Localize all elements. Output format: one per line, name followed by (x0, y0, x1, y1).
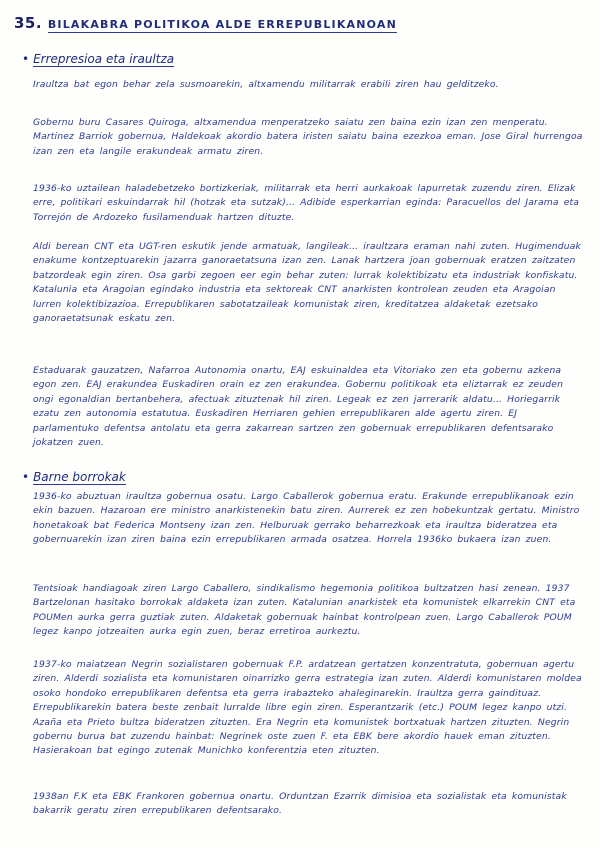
paragraph (33, 116, 585, 159)
paragraph-text: Gobernu buru Casares Quiroga, altxamendua menperatzeko saiatu zen baina ezin izan zen menperatu. Martinez Barriok gobernua, Haldekoak akordio batera iristen saiatu baina ezezkoa eman. Jose Giral hurrengoa izan zen eta langile erakundeak armatu ziren. (33, 117, 583, 157)
paragraph (33, 790, 585, 819)
paragraph-text: 1936-ko uztailean haladebetzeko bortizkeriak, militarrak eta herri aurkakoak lapurretak zuzendu ziren. Elizak erre, politikari eskuindarrak hil (hotzak eta sutzak)... Adibide esperkarrian eginda: Paracuellos del Jarama eta Torrejón de Ardozeko fusilamenduak hartzen dituzte. (33, 183, 580, 223)
bullet-icon: • (22, 52, 30, 66)
paragraph (33, 78, 585, 92)
paragraph-text: 1937-ko maiatzean Negrin sozialistaren gobernuak F.P. ardatzean gertatzen konzentratuta, gobernuan agertu ziren. Alderdi sozialista eta komunistaren oinarrizko gerra estrategia izan zuten. Alderdi komunistaren moldea osoko hondoko errepublikaren defentsa eta gerra irabazteko ahaleginarekin. Iraultza gerra gaindituaz. Errepublikarekin batera beste zenbait lurralde libre egin ziren. Esperantzarik (etc.) POUM legez kanpo utzi. Azaña eta Prieto bultza bideratzen zituzten. Era Negrin eta komunistek bortxatuak hartzen zituzten. Negrin gobernu burua bat zuzendu hainbat: Negrinek oste zuen F. eta EBK bere akordio hauek eman zituzten. Hasierakoan bat egingo zutenak Munichko konferentzia eten zituzten. (33, 659, 582, 757)
paragraph (33, 240, 585, 326)
section-heading-repression: • Errepresioa eta iraultza (22, 52, 175, 66)
bullet-icon: • (22, 470, 30, 484)
paragraph (33, 182, 585, 225)
paragraph (33, 364, 585, 450)
section-heading-internal-struggles: • Barne borrokak (22, 470, 126, 484)
paragraph (33, 658, 585, 759)
paragraph-text: Aldi berean CNT eta UGT-ren eskutik jende armatuak, langileak... iraultzara eraman nahi zuten. Hugimenduak enakume kontzeptuarekin jazarra ganoraetatsuna izan zen. Lanak hartzera joan gobernuak eratzen zaitzaten batzordeak egin ziren. Osa garbi zegoen eer egin behar zuten: lurrak kolektibizatu eta industriak konfiskatu. Katalunia eta Aragoian egindako industria eta sektoreak CNT anarkisten kontrolean zeuden eta Aragoian lurren kolektibizazioa. Errepublikaren sabotatzaileak komunistak ziren, kreditatzea aldaketak ezetsako ganoraetatsunak eskatu zen. (33, 241, 581, 325)
page-title (14, 14, 397, 32)
paragraph (33, 490, 585, 548)
title-text: BILAKABRA POLITIKOA ALDE ERREPUBLIKANOAN (47, 18, 398, 31)
paragraph-text: Iraultza bat egon behar zela susmoarekin, altxamendu militarrak erabili ziren hau gelditzeko. (33, 79, 499, 90)
paragraph-text: Estaduarak gauzatzen, Nafarroa Autonomia onartu, EAJ eskuinaldea eta Vitoriako zen eta gobernu azkena egon zen. EAJ erakundea Euskadiren orain ez zen erakundea. Gobernu politikoak eta eliztarrak ez zeuden ongi egonaldian bertanbehera, afectuak zituztenak hil ziren. Legeak ez zen jarrerarik aldatu... Horiegarrik ezatu zen autonomia estatutua. Euskadiren Herriaren gehien errepublikaren alde agertu ziren. EJ parlamentuko defentsa antolatu eta gerra zakarrean sartzen zen gobernuak errepublikaren defentsarako jokatzen zuen. (33, 365, 564, 449)
paragraph (33, 582, 585, 640)
paragraph-text: 1936-ko abuztuan iraultza gobernua osatu. Largo Caballerok gobernua eratu. Erakunde errepublikanoak ezin ekin bazuen. Hazaroan ere ministro anarkistenekin batu ziren. Aurrerek ez zen hobekuntzak gertatu. Ministro honetakoak bat Federica Montseny izan zen. Helburuak gerrako beharrezkoak eta iraultza bideratzea eta gobernuarekin izan ziren baina ezin errepublikaren armada osatzea. Horrela 1936ko bukaera izan zuen. (33, 491, 580, 546)
paragraph-text: Tentsioak handiagoak ziren Largo Caballero, sindikalismo hegemonia politikoa bultzatzen hasi zenean. 1937 Bartzelonan hasitako borrokak aldaketa izan zuten. Katalunian anarkistek eta komunistek elkarrekin CNT eta POUMen aurka gerra guztiak zuten. Aldaketak gobernuak hainbat kontrolpean zuen. Largo Caballerok POUM legez kanpo jotzeaiten aurka egin zuen, beraz erretiroa aurkeztu. (33, 583, 576, 638)
title-number: 35. (14, 14, 43, 32)
paragraph-text: 1938an F.K eta EBK Frankoren gobernua onartu. Orduntzan Ezarrik dimisioa eta sozialistak eta komunistak bakarrik geratu ziren errepublikaren defentsarako. (33, 791, 567, 817)
